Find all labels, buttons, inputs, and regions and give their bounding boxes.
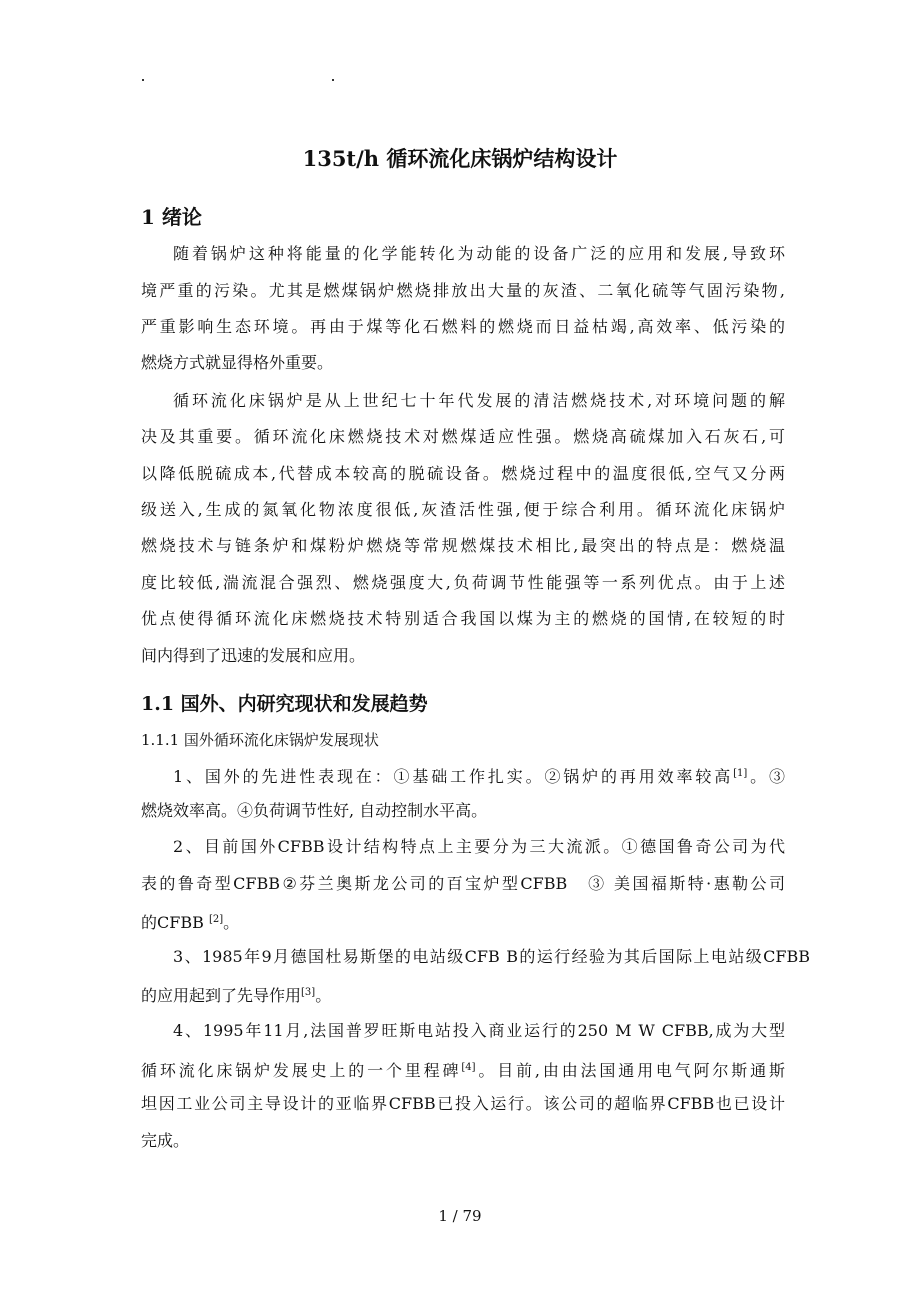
page-number: 1 / 79	[438, 1207, 482, 1225]
text-line: 决及其重要。循环流化床燃烧技术对燃煤适应性强。燃烧高硫煤加入石灰石,可	[141, 427, 785, 446]
citation-ref[interactable]: [3]	[301, 987, 316, 998]
text-line: 3、1985年9月德国杜易斯堡的电站级CFB B的运行经验为其后国际上电站级CFBB	[173, 947, 810, 966]
citation-ref[interactable]: [4]	[461, 1062, 476, 1073]
text-line: 级送入,生成的氮氧化物浓度很低,灰渣活性强,便于综合利用。循环流化床锅炉	[141, 500, 785, 519]
citation-ref[interactable]: [1]	[733, 768, 748, 779]
section-heading-1-1-1: 1.1.1 国外循环流化床锅炉发展现状	[141, 731, 379, 749]
text-line: 度比较低,湍流混合强烈、燃烧强度大,负荷调节性能强等一系列优点。由于上述	[141, 573, 785, 592]
text-line: 1、国外的先进性表现在：①基础工作扎实。②锅炉的再用效率较高[1]。③	[173, 767, 785, 786]
text-line: 燃烧方式就显得格外重要。	[141, 353, 334, 372]
text-line: 2、目前国外CFBB设计结构特点上主要分为三大流派。①德国鲁奇公司为代	[173, 837, 785, 856]
text-line: 表的鲁奇型CFBB②芬兰奥斯龙公司的百宝炉型CFBB ③ 美国福斯特·惠勒公司	[141, 874, 785, 893]
text-line: 严重影响生态环境。再由于煤等化石燃料的燃烧而日益枯竭,高效率、低污染的	[141, 317, 785, 336]
text-line: 坦因工业公司主导设计的亚临界CFBB已投入运行。该公司的超临界CFBB也已设计	[141, 1094, 785, 1113]
header-mark	[142, 79, 144, 81]
text-line: 境严重的污染。尤其是燃煤锅炉燃烧排放出大量的灰渣、二氧化硫等气固污染物,	[141, 281, 785, 300]
text-line: 4、1995年11月,法国普罗旺斯电站投入商业运行的250 M W CFBB,成为大型	[173, 1021, 785, 1040]
text-line: 的应用起到了先导作用[3]。	[141, 986, 332, 1005]
text-line: 的CFBB [2]。	[141, 913, 240, 932]
text-line: 循环流化床锅炉发展史上的一个里程碑[4]。目前,由由法国通用电气阿尔斯通斯	[141, 1061, 785, 1080]
text-line: 完成。	[141, 1131, 190, 1150]
text-line: 以降低脱硫成本,代替成本较高的脱硫设备。燃烧过程中的温度很低,空气又分两	[141, 464, 785, 483]
header-mark	[332, 79, 334, 81]
citation-ref[interactable]: [2]	[208, 914, 224, 925]
text-line: 循环流化床锅炉是从上世纪七十年代发展的清洁燃烧技术,对环境问题的解	[173, 391, 785, 410]
text-line: 优点使得循环流化床燃烧技术特别适合我国以煤为主的燃烧的国情,在较短的时	[141, 609, 785, 628]
section-heading-1-1: 1.1 国外、内研究现状和发展趋势	[141, 693, 428, 715]
section-heading-1: 1 绪论	[141, 205, 202, 229]
text-line: 燃烧效率高。④负荷调节性好, 自动控制水平高。	[141, 801, 488, 820]
text-line: 随着锅炉这种将能量的化学能转化为动能的设备广泛的应用和发展,导致环	[173, 244, 785, 263]
text-line: 间内得到了迅速的发展和应用。	[141, 646, 366, 665]
text-line: 燃烧技术与链条炉和煤粉炉燃烧等常规燃煤技术相比,最突出的特点是：燃烧温	[141, 536, 785, 555]
document-title: 135t/h 循环流化床锅炉结构设计	[302, 146, 618, 171]
